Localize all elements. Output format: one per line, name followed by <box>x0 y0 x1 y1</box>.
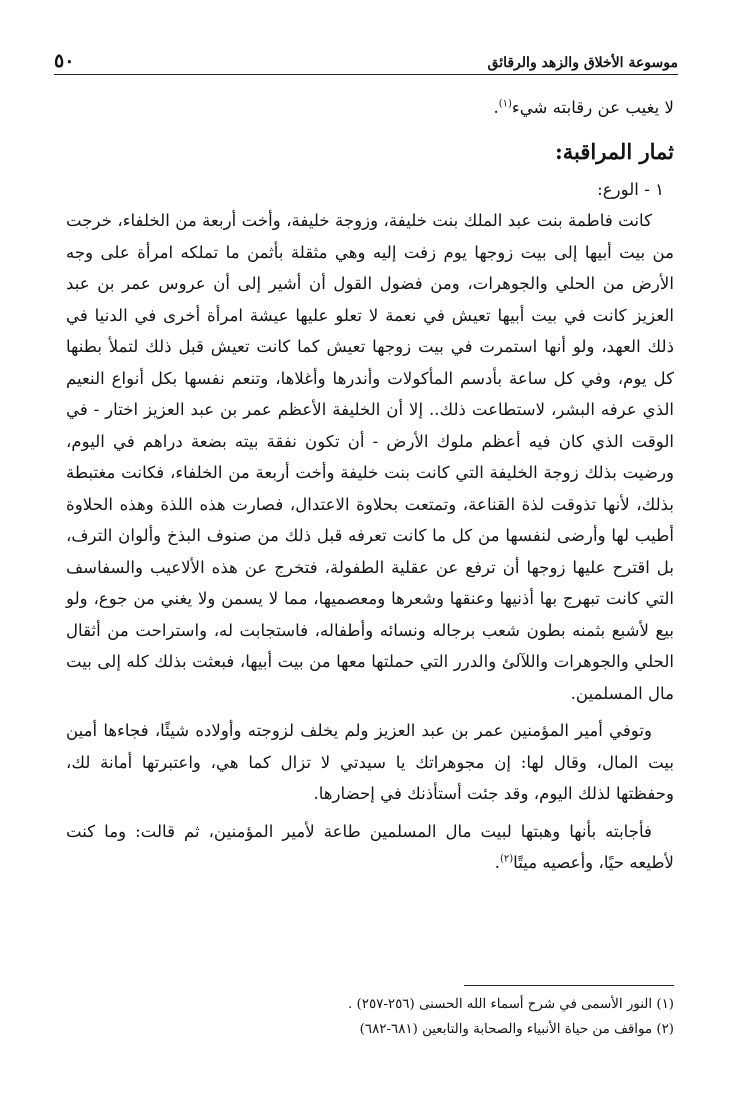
footnote-marker-2: (٢) <box>499 853 514 865</box>
continuation-line <box>66 92 674 124</box>
paragraph-3 <box>66 816 674 879</box>
paragraph-3-text: فأجابته بأنها وهبتها لبيت مال المسلمين طاعة لأمير المؤمنين، ثم قالت: وما كنت لأطيعه حيًا، وأعصيه ميتًا <box>66 821 674 872</box>
page-body <box>66 92 674 879</box>
paragraph-2: وتوفي أمير المؤمنين عمر بن عبد العزيز ولم يخلف لزوجته وأولاده شيئًا، فجاءها أمين بيت المال، وقال لها: إن مجوهراتك يا سيدتي لا تزال كما هي، واعتبرتها أمانة لك، وحفظتها لذلك اليوم، وقد جئت أستأذنك في إحضارها. <box>66 721 674 803</box>
continuation-text: لا يغيب عن رقابته شيء <box>511 98 674 117</box>
paragraph-1: كانت فاطمة بنت عبد الملك بنت خليفة، وزوجة خليفة، وأخت أربعة من الخلفاء، خرجت من بيت أبيها إلى بيت زوجها يوم زفت إليه وهي مثقلة بأثمن ما تملكه امرأة على وجه الأرض من الحلي والجوهرات، ومن فضول القول أن أشير إلى أن عروس عمر بن عبد العزيز كانت في بيت أبيها تعيش في نعمة لا تعلو عليها عيشة امرأة أخرى في الدنيا في ذلك العهد، ولو أنها استمرت في بيت زوجها تعيش كما كانت تعيش قبل ذلك لتملأ بطنها كل يوم، وفي كل ساعة بأدسم المأكولات وأندرها وأغلاها، وتنعم نفسها بكل أنواع النعيم الذي عرفه البشر، لاستطاعت ذلك.. إلا أن الخليفة الأعظم عمر بن عبد العزيز اختار - في الوقت الذي كان فيه أعظم ملوك الأرض - أن تكون نفقة بيته بضعة دراهم في اليوم، ورضيت بذلك زوجة الخليفة التي كانت بنت خليفة وأخت أربعة من الخلفاء، فكانت مغتبطة بذلك، لأنها تذوقت لذة القناعة، وتمتعت بحلاوة الاعتدال، فصارت هذه اللذة وهذه الحلاوة أطيب لها وأرضى لنفسها من كل ما كانت تعرفه قبل ذلك من صنوف البذخ وألوان الترف، بل اقترح عليها زوجها أن ترفع عن عقلية الطفولة، فتخرج عن هذه الألاعيب والسفاسف التي كانت تبهرج بها أذنيها وعنقها وشعرها ومعصميها، مما لا يسمن ولا يغني من جوع، ولو بيع لأشبع بثمنه بطون شعب برجاله ونسائه وأطفاله، فاستجابت له، واستراحت من أثقال الحلي والجوهرات واللآلئ والدرر التي حملتها معها من بيت أبيها، فبعثت بذلك كله إلى بيت مال المسلمين. <box>66 211 674 703</box>
book-title: موسوعة الأخلاق والزهد والرقائق <box>487 55 678 71</box>
section-heading: ثمار المراقبة: <box>554 138 674 164</box>
paragraph-3-end: . <box>494 853 500 872</box>
footnote-1: (١) النور الأسمى في شرح أسماء الله الحسنى (٢٥٦-٢٥٧) . <box>348 997 674 1012</box>
page-number: ٥٠ <box>54 50 75 72</box>
footnote-marker-1: (١) <box>498 98 512 110</box>
subsection-heading: ١ - الورع: <box>597 179 664 199</box>
footnotes <box>66 992 674 1042</box>
continuation-end: . <box>493 98 499 117</box>
footnote-divider <box>464 985 674 986</box>
running-header <box>54 48 678 75</box>
footnote-2: (٢) مواقف من حياة الأنبياء والصحابة والتابعين (٦٨١-٦٨٢) <box>359 1022 674 1037</box>
